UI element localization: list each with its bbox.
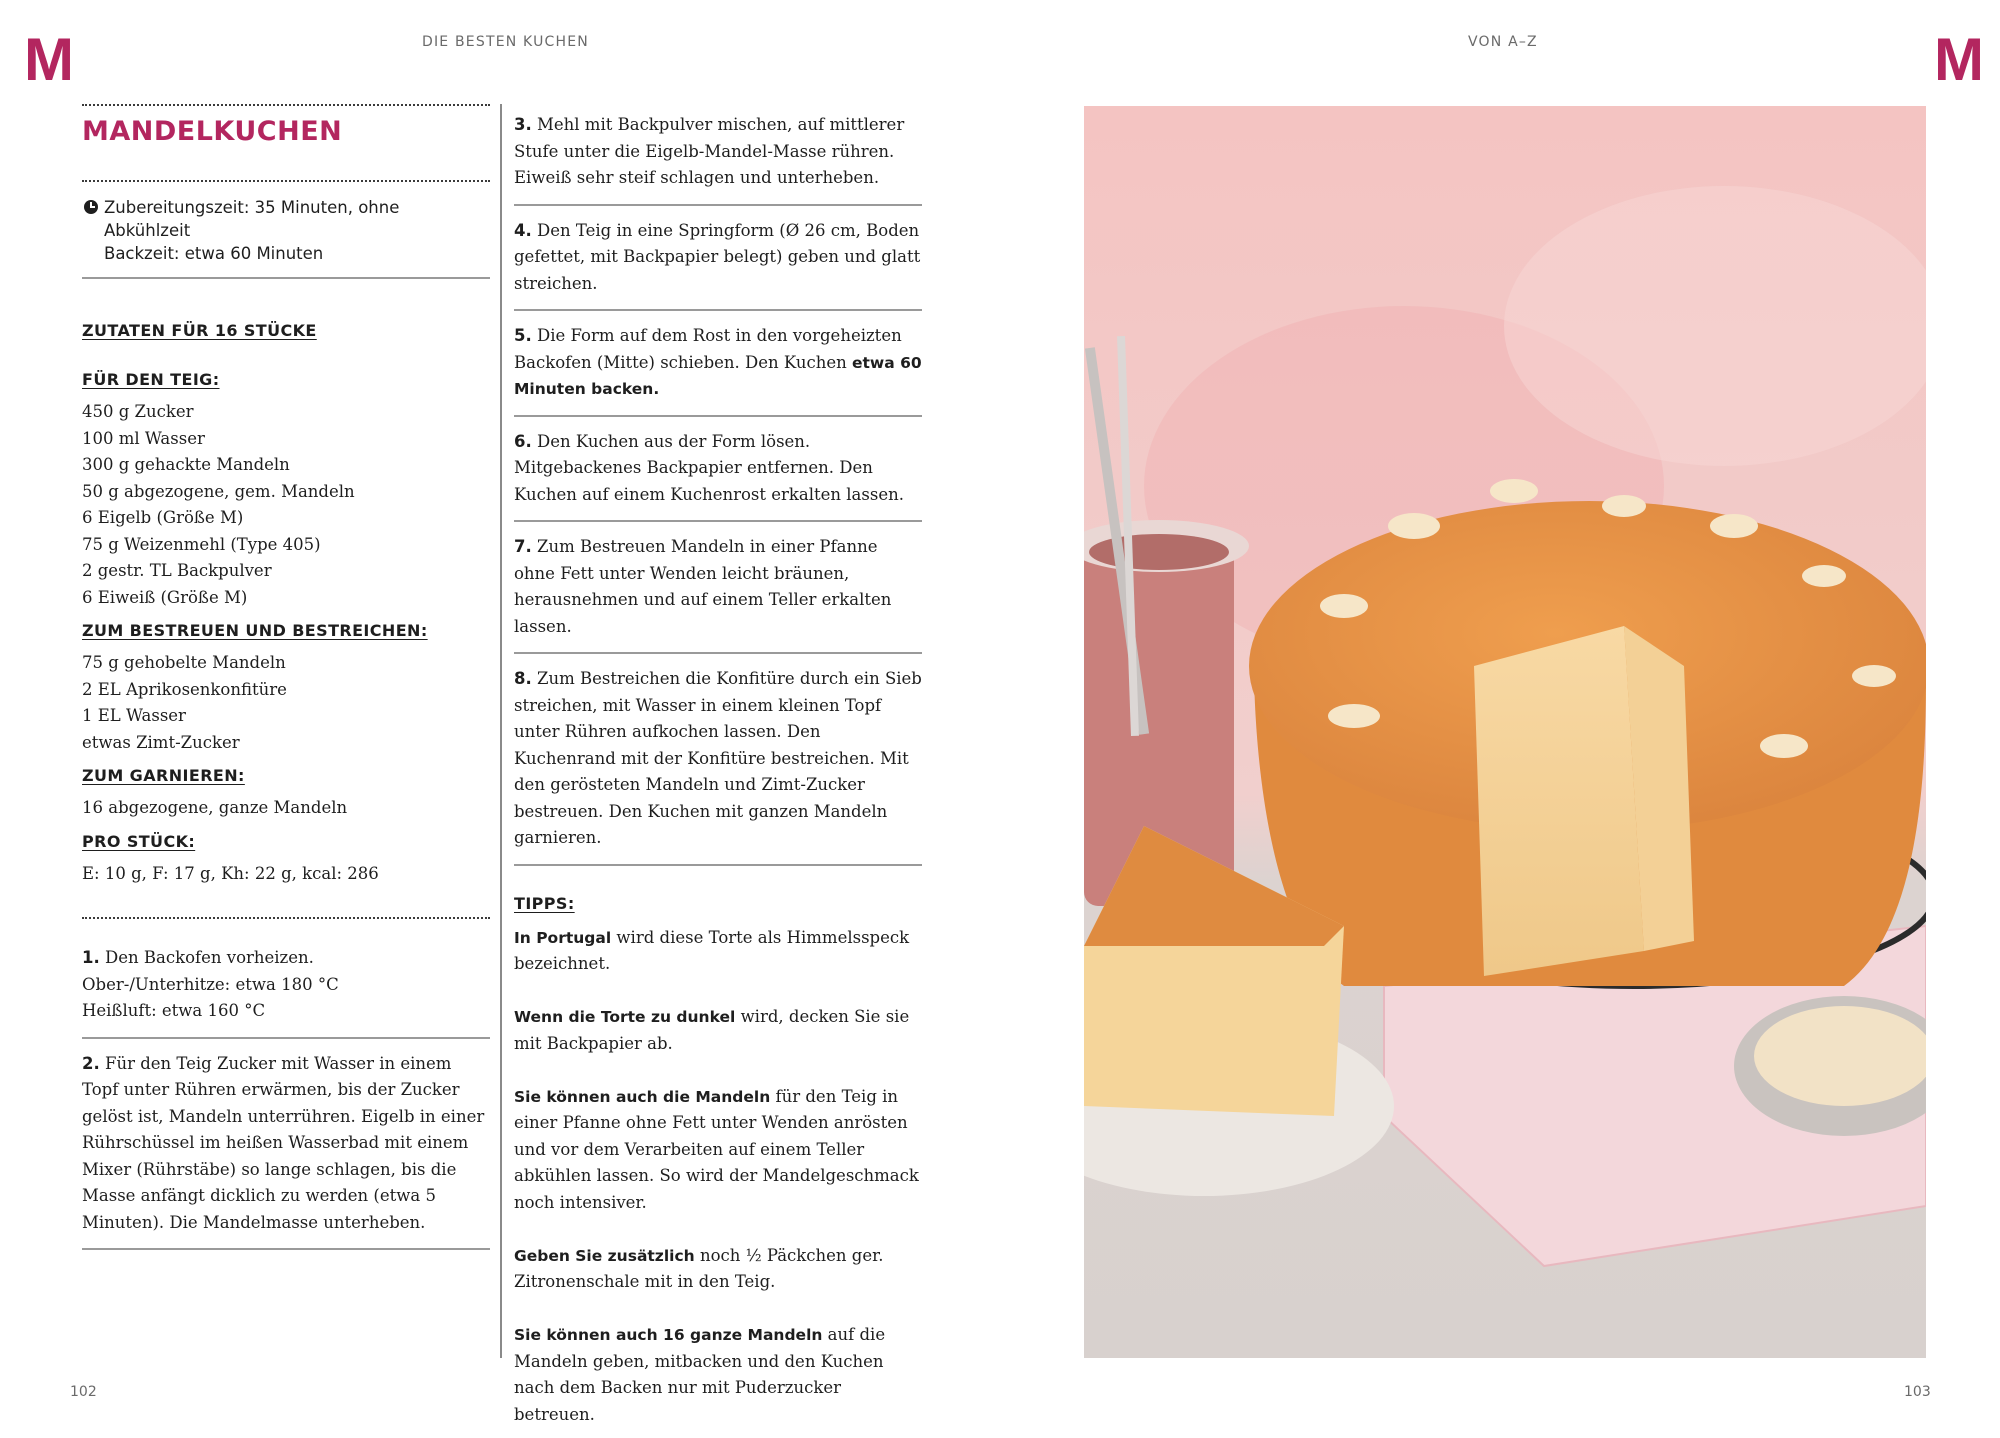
recipe-title: MANDELKUCHEN	[82, 116, 343, 147]
divider-dotted	[82, 104, 490, 106]
list-item: 450 g Zucker	[82, 402, 194, 421]
recipe-column-right	[514, 104, 922, 1438]
preparation-time	[82, 182, 490, 277]
topping-heading: ZUM BESTREUEN UND BESTREICHEN:	[82, 621, 428, 640]
step-2	[82, 1039, 490, 1249]
list-item: 6 Eiweiß (Größe M)	[82, 587, 248, 607]
step-5	[514, 311, 922, 415]
tip-3	[514, 1084, 922, 1217]
tip-4	[514, 1243, 922, 1296]
cake-photo	[1084, 106, 1926, 1358]
preparation-time-text: Zubereitungszeit: 35 Minuten, ohne Abkühlzeit	[104, 198, 400, 240]
tip-text: auf die Mandeln geben, mitbacken und den Kuchen nach dem Backen nur mit Puderzucker betreuen.	[514, 1325, 886, 1424]
step-text: Zum Bestreichen die Konfitüre durch ein Sieb streichen, mit Wasser in einem kleinen Topf unter Rühren aufkochen lassen. Den Kuchenrand mit der Konfitüre bestreichen. Mit den gerösteten Mandeln und Zimt-Zucker bestreuen. Den Kuchen mit ganzen Mandeln garnieren.	[514, 669, 922, 847]
step-1	[82, 919, 490, 1037]
step-number: 6.	[514, 431, 532, 451]
step-8	[514, 654, 922, 864]
list-item: 75 g Weizenmehl (Type 405)	[82, 534, 321, 554]
step-6	[514, 417, 922, 521]
nutrition-heading: PRO STÜCK:	[82, 831, 196, 851]
tip-bold: Sie können auch die Mandeln	[514, 1087, 771, 1106]
step-text: Die Form auf dem Rost in den vorgeheizten Backofen (Mitte) schieben. Den Kuchen	[514, 326, 902, 372]
baking-time-text: Backzeit: etwa 60 Minuten	[104, 244, 324, 263]
nutrition-value: E: 10 g, F: 17 g, Kh: 22 g, kcal: 286	[82, 863, 379, 883]
tip-5	[514, 1322, 922, 1428]
step-4	[514, 206, 922, 310]
ingredients-heading: ZUTATEN FÜR 16 STÜCKE	[82, 321, 317, 340]
running-head-right: VON A–Z	[1468, 34, 1538, 50]
list-item: 1 EL Wasser	[82, 706, 186, 725]
tip-text: wird diese Torte als Himmelsspeck bezeichnet.	[514, 927, 910, 973]
list-item: 2 gestr. TL Backpulver	[82, 561, 272, 580]
step-3	[514, 104, 922, 204]
alphabet-tab-right: M	[1934, 26, 1984, 93]
list-item: 2 EL Aprikosenkonfitüre	[82, 679, 287, 699]
list-item: 50 g abgezogene, gem. Mandeln	[82, 481, 355, 501]
tip-bold: Wenn die Torte zu dunkel	[514, 1008, 736, 1026]
divider-solid	[82, 1248, 490, 1250]
list-item: 100 ml Wasser	[82, 428, 205, 448]
step-text: Den Backofen vorheizen.	[105, 948, 314, 967]
step-7	[514, 522, 922, 652]
step-number: 7.	[514, 537, 532, 556]
step-text: Ober-/Unterhitze: etwa 180 °C	[82, 974, 339, 994]
tip-text: für den Teig in einer Pfanne ohne Fett unter Wenden anrösten und vor dem Verarbeiten auf einem Teller abkühlen lassen. So wird der Mandelgeschmack noch intensiver.	[514, 1086, 919, 1212]
page-number-right: 103	[1904, 1384, 1931, 1400]
step-number: 3.	[514, 115, 532, 134]
step-text: Heißluft: etwa 160 °C	[82, 1001, 266, 1020]
list-item: 6 Eigelb (Größe M)	[82, 508, 244, 527]
list-item: 300 g gehackte Mandeln	[82, 455, 290, 474]
dough-ingredients-list	[82, 399, 490, 611]
recipe-column-left	[82, 104, 490, 1250]
tip-bold: Geben Sie zusätzlich	[514, 1246, 695, 1265]
tip-1	[514, 925, 922, 978]
step-text: Den Teig in eine Springform (Ø 26 cm, Boden gefettet, mit Backpapier belegt) geben und glatt streichen.	[514, 220, 921, 293]
list-item: etwas Zimt-Zucker	[82, 732, 240, 752]
page-number-left: 102	[70, 1384, 97, 1400]
step-number: 2.	[82, 1053, 100, 1073]
step-number: 1.	[82, 948, 100, 967]
divider-solid	[82, 277, 490, 279]
tips-heading: TIPPS:	[514, 893, 575, 913]
step-number: 5.	[514, 326, 532, 345]
tip-text: wird, decken Sie sie mit Backpapier ab.	[514, 1007, 910, 1053]
running-head-left: DIE BESTEN KUCHEN	[422, 34, 589, 50]
step-text-bold: etwa 60 Minuten backen.	[514, 353, 922, 398]
tip-text: noch ½ Päckchen ger. Zitronenschale mit in den Teig.	[514, 1245, 884, 1291]
step-number: 8.	[514, 669, 532, 688]
clock-icon	[84, 200, 98, 214]
tip-2	[514, 1004, 922, 1057]
step-text: Den Kuchen aus der Form lösen. Mitgebackenes Backpapier entfernen. Den Kuchen auf einem Kuchenrost erkalten lassen.	[514, 431, 904, 504]
list-item: 16 abgezogene, ganze Mandeln	[82, 798, 348, 817]
step-number: 4.	[514, 220, 532, 240]
step-text: Zum Bestreuen Mandeln in einer Pfanne ohne Fett unter Wenden leicht bräunen, herausnehmen und auf einem Teller erkalten lassen.	[514, 537, 892, 636]
dough-heading: FÜR DEN TEIG:	[82, 370, 220, 389]
step-text: Für den Teig Zucker mit Wasser in einem Topf unter Rühren erwärmen, bis der Zucker gelöst ist, Mandeln unterrühren. Eigelb in einer Rührschüssel im heißen Wasserbad mit einem Mixer (Rührstäbe) so lange schlagen, bis die Masse anfängt dicklich zu werden (etwa 5 Minuten). Die Mandelmasse unterheben.	[82, 1053, 485, 1232]
divider-solid	[514, 864, 922, 866]
step-text: Mehl mit Backpulver mischen, auf mittlerer Stufe unter die Eigelb-Mandel-Masse rühren. Eiweiß sehr steif schlagen und unterheben.	[514, 115, 905, 187]
garnish-ingredients-list	[82, 795, 490, 822]
list-item: 75 g gehobelte Mandeln	[82, 653, 286, 672]
garnish-heading: ZUM GARNIEREN:	[82, 766, 245, 785]
alphabet-tab-left: M	[24, 26, 74, 93]
column-divider	[500, 104, 502, 1358]
tip-bold: Sie können auch 16 ganze Mandeln	[514, 1326, 823, 1344]
topping-ingredients-list	[82, 650, 490, 756]
tip-bold: In Portugal	[514, 928, 612, 947]
